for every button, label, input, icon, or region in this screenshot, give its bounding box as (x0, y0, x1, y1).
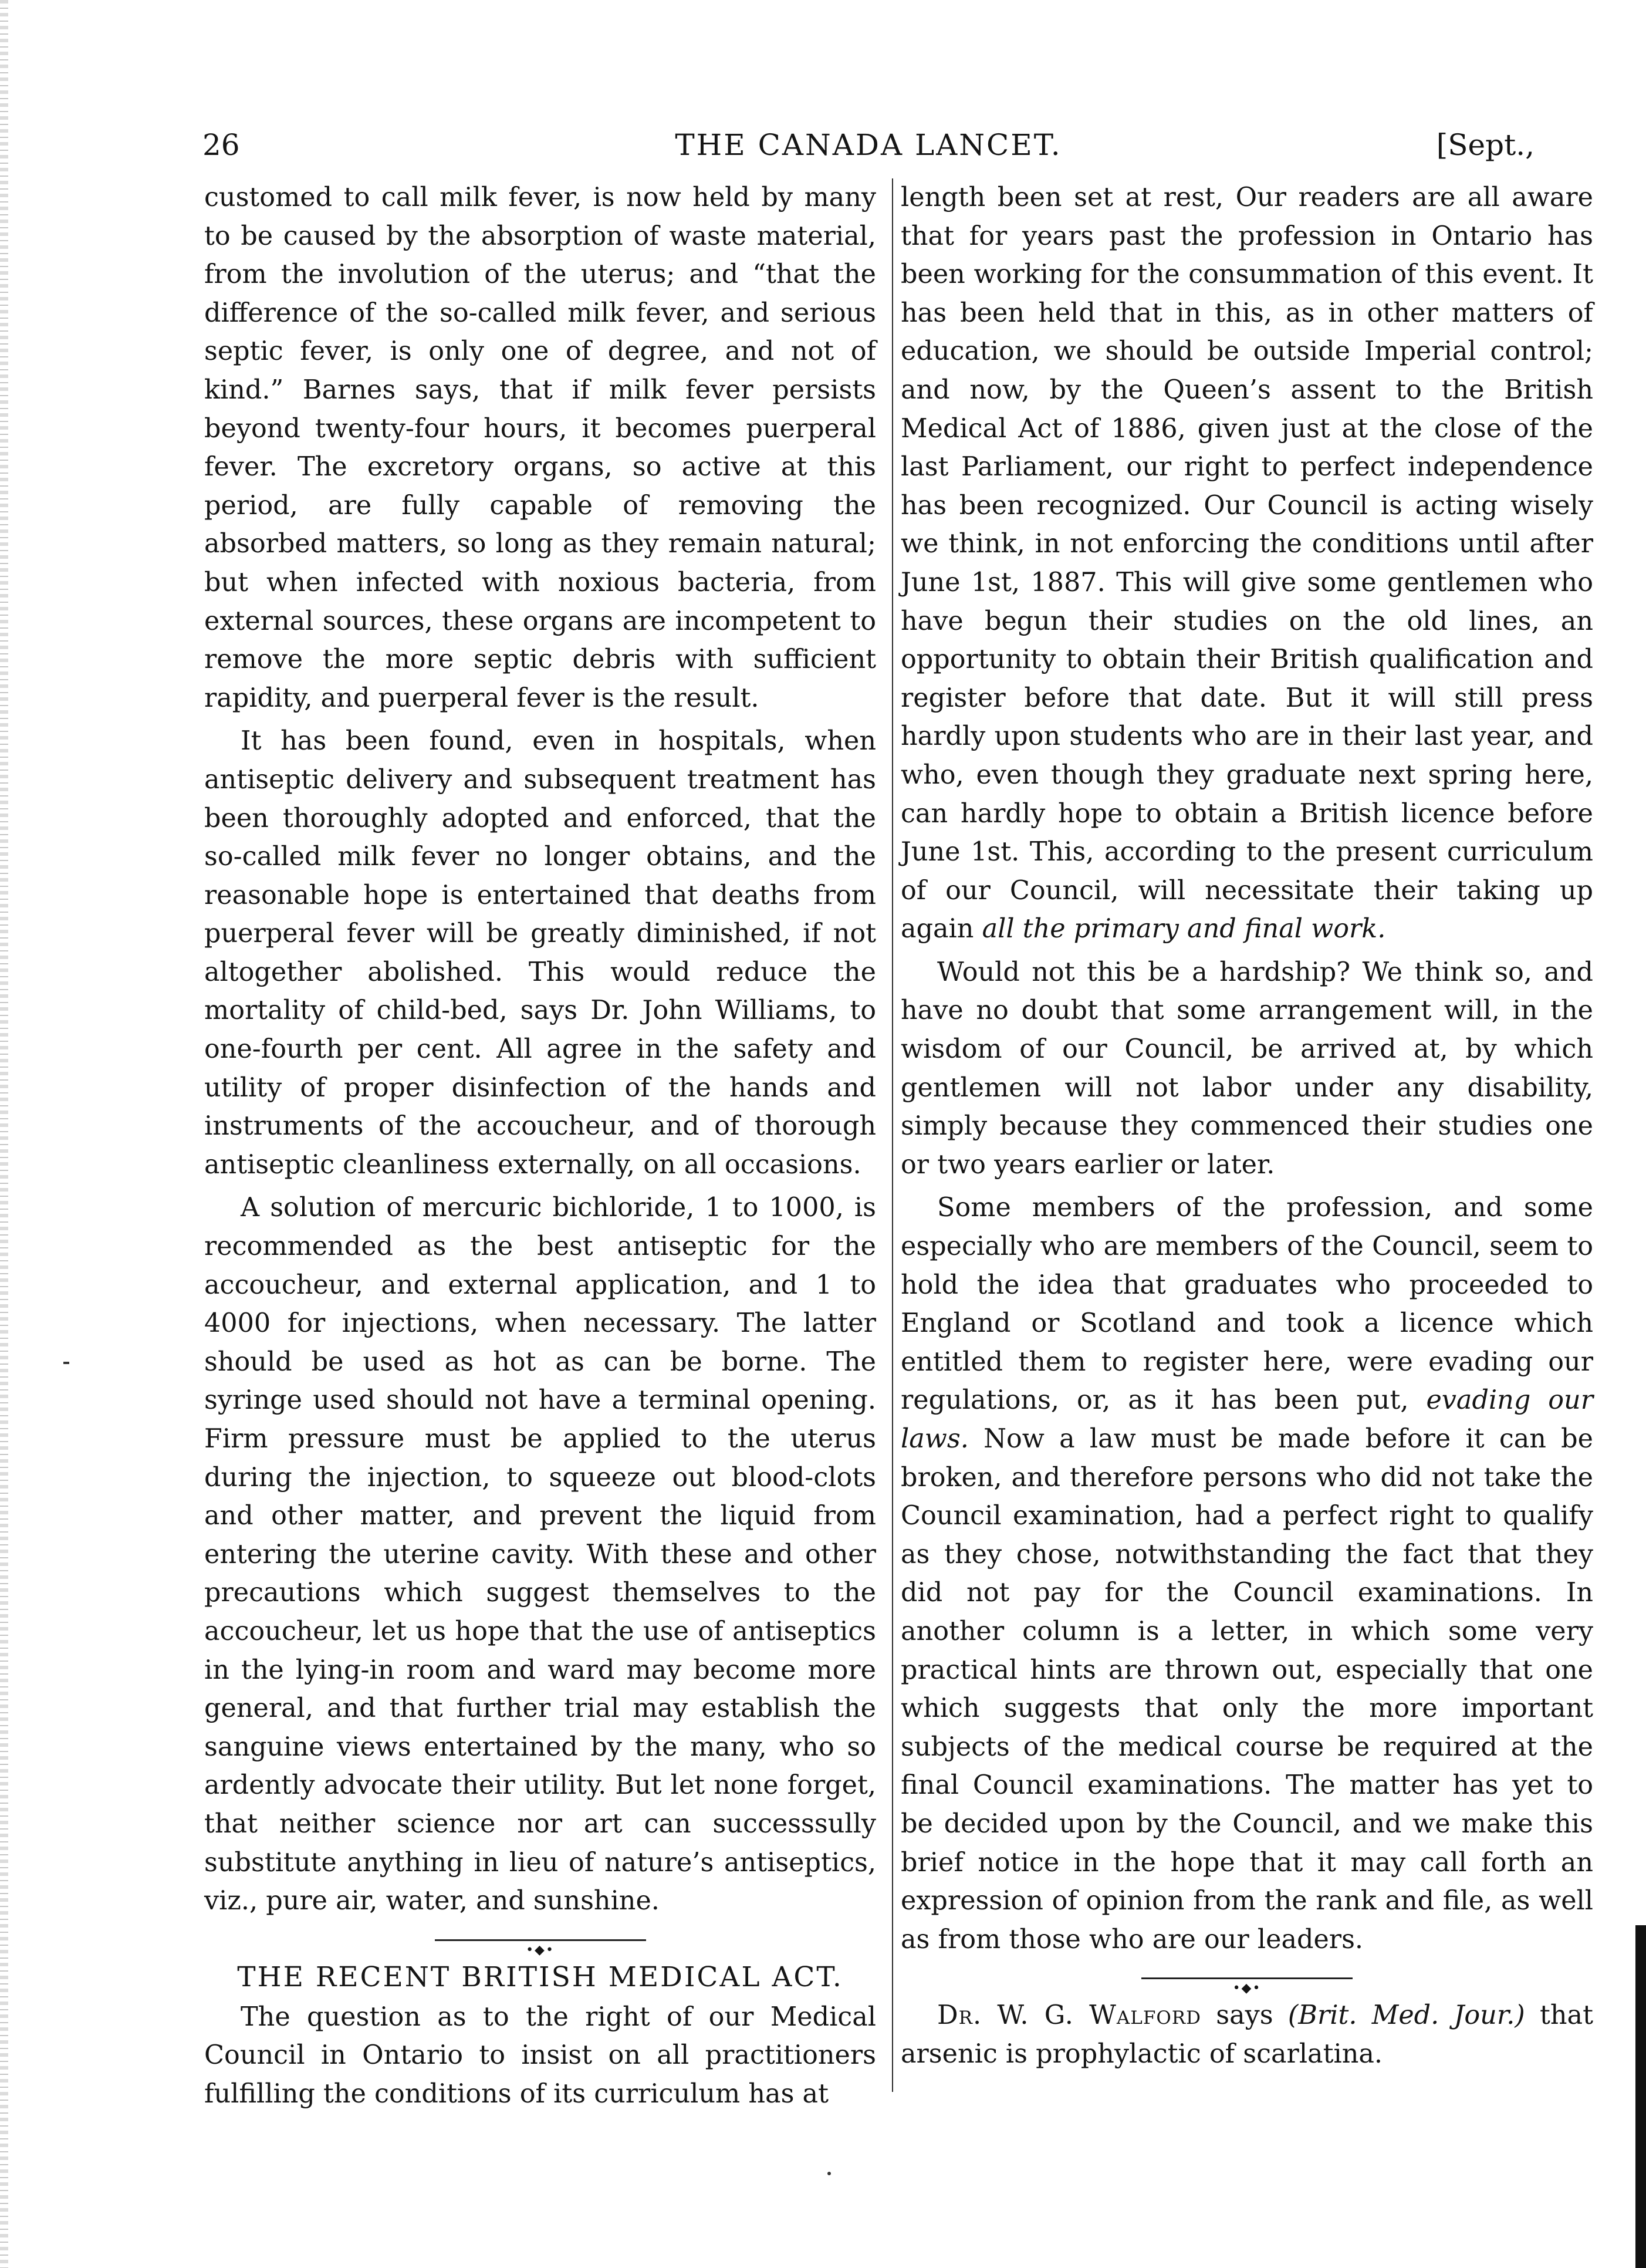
left-paragraph-2: It has been found, even in hospitals, when antiseptic delivery and subsequent treatment has been thoroughly adopted and enforced, that the so-called milk fever no longer obtains, and the reasonable hope is entertained that deaths from puerperal fever will be greatly diminished, if not altogether abolished. This would reduce the mortality of child-bed, says Dr. John Williams, to one-fourth per cent. All agree in the safety and utility of proper disinfection of the hands and instruments of the accoucheur, and of thorough antiseptic cleanliness externally, on all occasions. (204, 726, 876, 1180)
note-divider-ornament: •◆• (901, 1965, 1593, 1993)
right-paragraph-3: Some members of the profession, and some especially who are members of the Council, seem to hold the idea that graduates who proceeded to England or Scotland and took a licence which entitled them to register here, were evading our regulations, or, as it has been put, evading our laws. Now a law must be made before it can be broken, and therefore persons who did not take the Council examination, had a perfect right to qualify as they chose, notwithstanding the fact that they did not pay for the Council examinations. In another column is a letter, in which some very practical hints are thrown out, especially that one which suggests that only the more important subjects of the medical course be required at the final Council examinations. The matter has yet to be decided upon by the Council, and we make this brief notice in the hope that it may call forth an expression of opinion from the rank and file, as well as from those who are our leaders. (901, 1193, 1593, 1955)
note-source: (Brit. Med. Jour.) (1287, 2000, 1525, 2031)
left-paragraph-4: The question as to the right of our Medical Council in Ontario to insist on all practitioners fulfilling the conditions of its curriculum has at (204, 2002, 876, 2109)
page-speck (827, 2172, 831, 2175)
page-edge-shadow (1635, 1925, 1646, 2268)
article-heading: THE RECENT BRITISH MEDICAL ACT. (237, 1960, 843, 1993)
binding-edge (0, 0, 8, 2268)
journal-title: THE CANADA LANCET. (675, 128, 1062, 162)
left-paragraph-1: customed to call milk fever, is now held by many to be caused by the absorption of waste material, from the involution of the uterus; and “that the difference of the so-called milk fever, and serious septic fever, is only one of degree, and not of kind.” Barnes says, that if milk fever persists beyond twenty-four hours, it becomes puerperal fever. The excretory organs, so active at this period, are fully capable of removing the absorbed matters, so long as they remain natural; but when infected with noxious bacteria, from external sources, these organs are incompetent to remove the more septic debris with sufficient rapidity, and puerperal fever is the result. (204, 183, 876, 713)
page-header (202, 124, 1535, 166)
walford-note: Dr. W. G. Walford says (Brit. Med. Jour.) that arsenic is prophylactic of scarlatina. (901, 2000, 1593, 2069)
italic-phrase-primary-final: all the primary and final work. (982, 914, 1386, 944)
section-divider-ornament: •◆• (204, 1926, 876, 1955)
margin-mark (63, 1362, 69, 1364)
note-author: Dr. W. G. Walford (937, 2000, 1202, 2031)
right-paragraph-1: length been set at rest, Our readers are all aware that for years past the profession in Ontario has been working for the consummation of this event. It has been held that in this, as in other matters of education, we should be outside Imperial control; and now, by the Queen’s assent to the British Medical Act of 1886, given just at the close of the last Parliament, our right to perfect independence has been recognized. Our Council is acting wisely we think, in not enforcing the conditions until after June 1st, 1887. This will give some gentlemen who have begun their studies on the old lines, an opportunity to obtain their British qualification and register before that date. But it will still press hardly upon students who are in their last year, and who, even though they graduate next spring here, can hardly hope to obtain a British licence before June 1st. This, according to the present curriculum of our Council, will necessitate their taking up again all the primary and final work. (901, 183, 1593, 944)
issue-month: [Sept., (1436, 128, 1535, 162)
italic-phrase-evading-laws: evading our laws. (901, 1385, 1593, 1454)
left-paragraph-3: A solution of mercuric bichloride, 1 to 1000, is recommended as the best antiseptic for the accoucheur, and external application, and 1 to 4000 for injections, when necessary. The latter should be used as hot as can be borne. The syringe used should not have a terminal opening. Firm pressure must be applied to the uterus during the injection, to squeeze out blood-clots and other matter, and prevent the liquid from entering the uterine cavity. With these and other precautions which suggest themselves to the accoucheur, let us hope that the use of antiseptics in the lying-in room and ward may become more general, and that further trial may establish the sanguine views entertained by the many, who so ardently advocate their utility. But let none forget, that neither science nor art can successsully substitute anything in lieu of nature’s antiseptics, viz., pure air, water, and sunshine. (204, 1193, 876, 1916)
right-paragraph-2: Would not this be a hardship? We think so, and have no doubt that some arrangement will, in the wisdom of our Council, be arrived at, by which gentlemen will not labor under any disability, simply because they commenced their studies one or two years earlier or later. (901, 957, 1593, 1180)
column-rule (892, 178, 893, 2092)
page-number: 26 (202, 128, 240, 162)
right-column (901, 178, 1593, 2074)
left-column (204, 178, 876, 2114)
